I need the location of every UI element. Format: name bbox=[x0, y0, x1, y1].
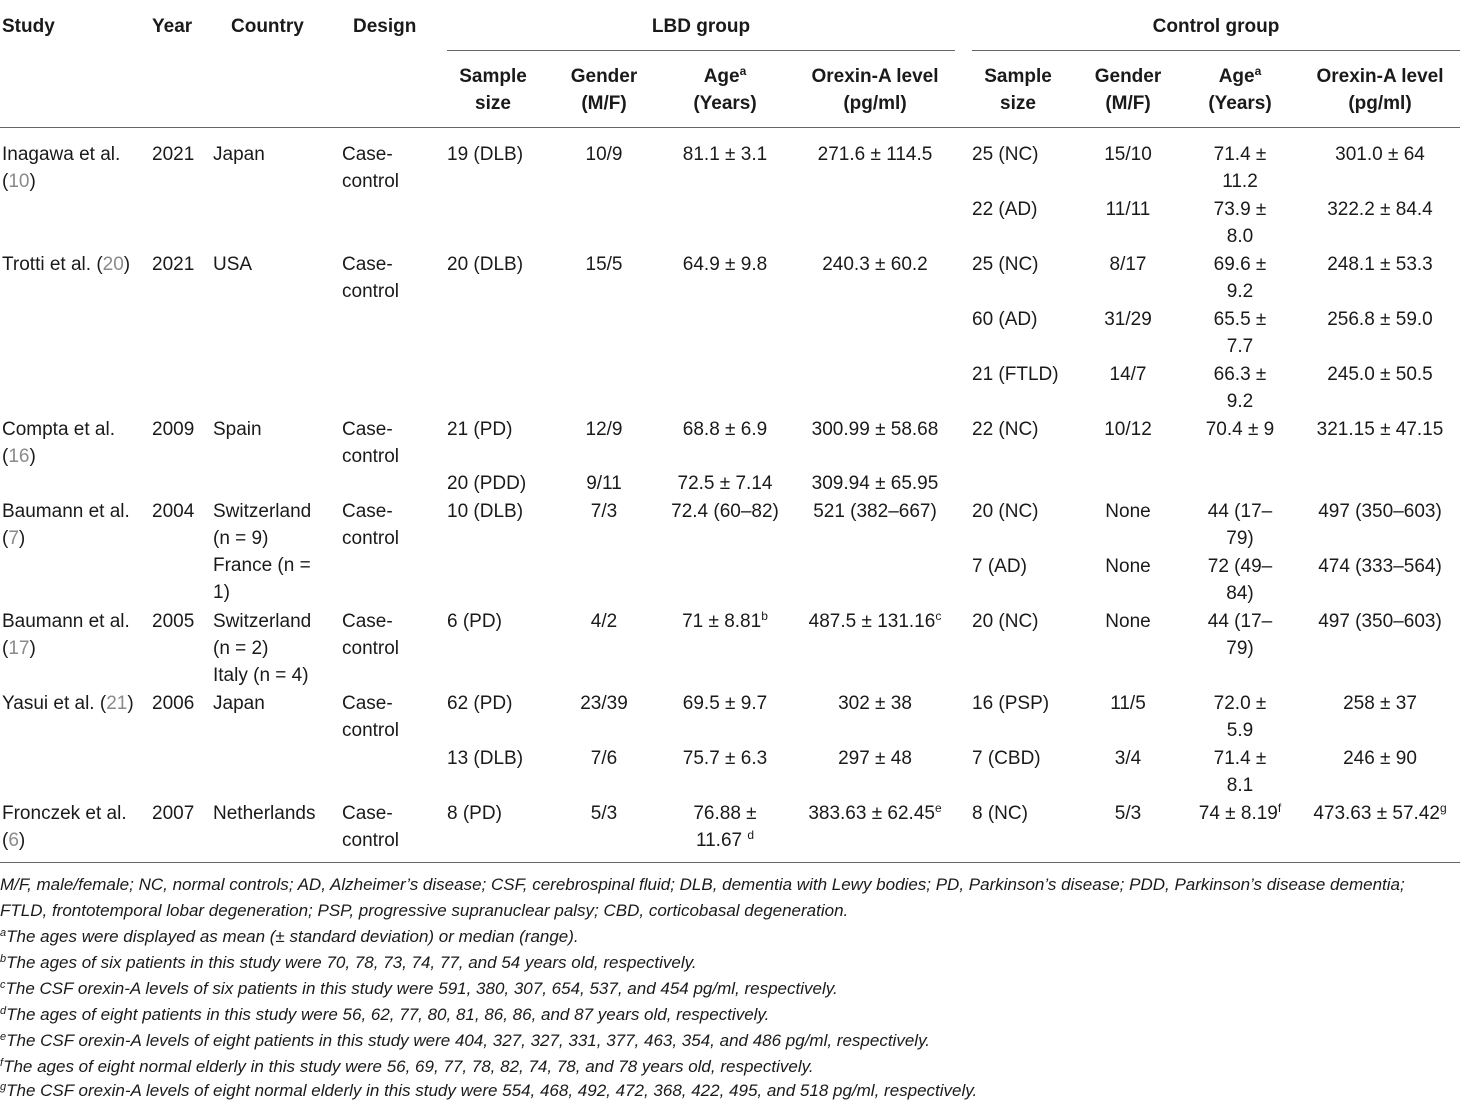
ctrl-orexin-cell: 473.63 ± 57.42$^g$ bbox=[1313, 801, 1447, 824]
ctrl-age-cell: 70.4 ± 9 bbox=[1205, 419, 1275, 440]
ctrl-orexin-cell: 245.0 ± 50.5 bbox=[1327, 364, 1433, 385]
study-cell: Baumann et al. (17) bbox=[2, 611, 130, 659]
lbd-gender-cell: 15/5 bbox=[585, 254, 623, 275]
ctrl-gender-cell: 11/5 bbox=[1110, 693, 1146, 714]
design-cell: Case- control bbox=[342, 803, 400, 851]
ctrl-gender-cell: None bbox=[1105, 556, 1151, 577]
year-cell: 2006 bbox=[152, 693, 195, 714]
lbd-age-cell: 72.4 (60–82) bbox=[671, 501, 779, 522]
ctrl-orexin-cell: 497 (350–603) bbox=[1318, 501, 1442, 522]
footnote-c: $^c$The CSF orexin-A levels of six patients in this study were 591, 380, 307, 654, 537, and 454 pg/ml, respectively. bbox=[0, 979, 838, 998]
lbd-age-cell: 76.88 ± 11.67 $^d$ bbox=[693, 803, 757, 851]
footnote-e: $^e$The CSF orexin-A levels of eight patients in this study were 404, 327, 327, 331, 377, 463, 354, and 486 pg/ml, respectively. bbox=[0, 1031, 931, 1050]
ctrl-age-cell: 72 (49– 84) bbox=[1207, 556, 1273, 604]
table-bottom-rule bbox=[0, 862, 1460, 863]
ctrl-subheader-gender: Gender (M/F) bbox=[1094, 66, 1162, 114]
lbd-gender-cell: 9/11 bbox=[586, 473, 622, 494]
ctrl-orexin-cell: 248.1 ± 53.3 bbox=[1327, 254, 1433, 275]
year-cell: 2009 bbox=[152, 419, 195, 440]
country-cell: USA bbox=[213, 254, 253, 275]
ctrl-gender-cell: 14/7 bbox=[1109, 364, 1147, 385]
ctrl-gender-cell: None bbox=[1105, 501, 1151, 522]
lbd-age-cell: 72.5 ± 7.14 bbox=[677, 473, 773, 494]
ctrl-age-cell: 69.6 ± 9.2 bbox=[1213, 254, 1267, 302]
ctrl-subheader-orexin: Orexin-A level (pg/ml) bbox=[1316, 66, 1444, 114]
year-cell: 2004 bbox=[152, 501, 195, 522]
lbd-gender-cell: 12/9 bbox=[585, 419, 623, 440]
lbd-gender-cell: 10/9 bbox=[585, 144, 623, 165]
lbd-orexin-cell: 487.5 ± 131.16$^c$ bbox=[808, 609, 942, 632]
control-group-rule bbox=[972, 50, 1460, 51]
footnote-g: $^g$The CSF orexin-A levels of eight normal elderly in this study were 554, 468, 492, 472, 368, 422, 495, and 518 pg/ml, respectively. bbox=[0, 1081, 978, 1100]
lbd-orexin-cell: 271.6 ± 114.5 bbox=[817, 144, 933, 165]
ctrl-size-cell: 8 (NC) bbox=[972, 803, 1028, 824]
lbd-size-cell: 6 (PD) bbox=[447, 611, 502, 632]
lbd-age-cell: 81.1 ± 3.1 bbox=[682, 144, 768, 165]
design-cell: Case- control bbox=[342, 611, 400, 659]
lbd-orexin-cell: 521 (382–667) bbox=[813, 501, 937, 522]
ctrl-age-cell: 74 ± 8.19$^f$ bbox=[1198, 801, 1282, 824]
study-cell: Compta et al. (16) bbox=[2, 419, 115, 467]
study-cell: Trotti et al. (20) bbox=[2, 254, 131, 275]
lbd-age-cell: 75.7 ± 6.3 bbox=[682, 748, 768, 769]
ctrl-subheader-size: Sample size bbox=[984, 66, 1052, 114]
lbd-age-cell: 69.5 ± 9.7 bbox=[682, 693, 768, 714]
ctrl-size-cell: 7 (CBD) bbox=[972, 748, 1041, 769]
lbd-gender-cell: 4/2 bbox=[590, 611, 618, 632]
lbd-size-cell: 10 (DLB) bbox=[447, 501, 524, 522]
ctrl-size-cell: 22 (AD) bbox=[972, 199, 1038, 220]
header-year: Year bbox=[152, 16, 193, 37]
lbd-orexin-cell: 302 ± 38 bbox=[838, 693, 912, 714]
lbd-size-cell: 19 (DLB) bbox=[447, 144, 524, 165]
lbd-subheader-gender: Gender (M/F) bbox=[570, 66, 638, 114]
year-cell: 2005 bbox=[152, 611, 195, 632]
ctrl-orexin-cell: 301.0 ± 64 bbox=[1335, 144, 1425, 165]
lbd-size-cell: 62 (PD) bbox=[447, 693, 513, 714]
ctrl-age-cell: 66.3 ± 9.2 bbox=[1213, 364, 1267, 412]
lbd-subheader-age: Age$^a$ (Years) bbox=[693, 64, 757, 114]
ctrl-orexin-cell: 258 ± 37 bbox=[1343, 693, 1417, 714]
ctrl-age-cell: 72.0 ± 5.9 bbox=[1213, 693, 1267, 741]
header-country: Country bbox=[231, 16, 304, 37]
ctrl-size-cell: 20 (NC) bbox=[972, 501, 1039, 522]
ctrl-gender-cell: None bbox=[1105, 611, 1151, 632]
lbd-size-cell: 20 (DLB) bbox=[447, 254, 524, 275]
lbd-orexin-cell: 383.63 ± 62.45$^e$ bbox=[808, 801, 942, 824]
ctrl-size-cell: 20 (NC) bbox=[972, 611, 1039, 632]
lbd-size-cell: 13 (DLB) bbox=[447, 748, 524, 769]
country-cell: Switzerland (n = 2) Italy (n = 4) bbox=[213, 611, 312, 686]
ctrl-age-cell: 44 (17– 79) bbox=[1207, 611, 1273, 659]
ctrl-size-cell: 16 (PSP) bbox=[972, 693, 1050, 714]
design-cell: Case- control bbox=[342, 501, 400, 549]
footnote-d: $^d$The ages of eight patients in this study were 56, 62, 77, 80, 81, 86, 86, and 87 years old, respectively. bbox=[0, 1005, 770, 1024]
header-control-group: Control group bbox=[1152, 16, 1280, 37]
lbd-subheader-size: Sample size bbox=[459, 66, 527, 114]
country-cell: Japan bbox=[213, 693, 265, 714]
lbd-age-cell: 71 ± 8.81$^b$ bbox=[682, 609, 768, 632]
footnote-a: $^a$The ages were displayed as mean (± standard deviation) or median (range). bbox=[0, 927, 579, 946]
ctrl-age-cell: 71.4 ± 8.1 bbox=[1213, 748, 1267, 796]
header-study: Study bbox=[2, 16, 55, 37]
footnote-abbreviations: M/F, male/female; NC, normal controls; AD, Alzheimer’s disease; CSF, cerebrospinal fluid; DLB, dementia with Lewy bodies; PD, Parkinson’s disease; PDD, Parkinson’s disease dementia; bbox=[0, 875, 1405, 894]
lbd-group-rule bbox=[447, 50, 955, 51]
study-cell: Inagawa et al. (10) bbox=[2, 144, 121, 192]
footnote-abbreviations-cont: FTLD, frontotemporal lobar degeneration; PSP, progressive supranuclear palsy; CBD, corticobasal degeneration. bbox=[0, 901, 849, 920]
ctrl-gender-cell: 11/11 bbox=[1105, 199, 1151, 220]
ctrl-size-cell: 25 (NC) bbox=[972, 254, 1039, 275]
lbd-orexin-cell: 240.3 ± 60.2 bbox=[822, 254, 928, 275]
ctrl-gender-cell: 5/3 bbox=[1114, 803, 1142, 824]
ctrl-subheader-age: Age$^a$ (Years) bbox=[1208, 64, 1272, 114]
design-cell: Case- control bbox=[342, 693, 400, 741]
country-cell: Japan bbox=[213, 144, 265, 165]
study-cell: Baumann et al. (7) bbox=[2, 501, 130, 549]
ctrl-gender-cell: 15/10 bbox=[1104, 144, 1152, 165]
ctrl-age-cell: 44 (17– 79) bbox=[1207, 501, 1273, 549]
lbd-subheader-orexin: Orexin-A level (pg/ml) bbox=[811, 66, 939, 114]
study-cell: Yasui et al. (21) bbox=[2, 693, 134, 714]
lbd-age-cell: 64.9 ± 9.8 bbox=[682, 254, 768, 275]
ctrl-orexin-cell: 322.2 ± 84.4 bbox=[1327, 199, 1433, 220]
ctrl-gender-cell: 31/29 bbox=[1104, 309, 1152, 330]
lbd-gender-cell: 7/3 bbox=[590, 501, 618, 522]
lbd-gender-cell: 7/6 bbox=[590, 748, 618, 769]
ctrl-size-cell: 25 (NC) bbox=[972, 144, 1039, 165]
ctrl-orexin-cell: 256.8 ± 59.0 bbox=[1327, 309, 1433, 330]
ctrl-gender-cell: 8/17 bbox=[1109, 254, 1147, 275]
design-cell: Case- control bbox=[342, 419, 400, 467]
ctrl-orexin-cell: 246 ± 90 bbox=[1343, 748, 1417, 769]
lbd-orexin-cell: 309.94 ± 65.95 bbox=[811, 473, 939, 494]
year-cell: 2007 bbox=[152, 803, 195, 824]
header-bottom-rule bbox=[0, 127, 1460, 128]
ctrl-gender-cell: 10/12 bbox=[1104, 419, 1152, 440]
ctrl-size-cell: 22 (NC) bbox=[972, 419, 1039, 440]
design-cell: Case- control bbox=[342, 254, 400, 302]
country-cell: Switzerland (n = 9) France (n = 1) bbox=[213, 501, 312, 603]
year-cell: 2021 bbox=[152, 254, 195, 275]
ctrl-orexin-cell: 497 (350–603) bbox=[1318, 611, 1442, 632]
footnote-b: $^b$The ages of six patients in this study were 70, 78, 73, 74, 77, and 54 years old, respectively. bbox=[0, 953, 697, 972]
ctrl-age-cell: 71.4 ± 11.2 bbox=[1213, 144, 1267, 192]
lbd-age-cell: 68.8 ± 6.9 bbox=[682, 419, 768, 440]
ctrl-orexin-cell: 474 (333–564) bbox=[1318, 556, 1442, 577]
country-cell: Spain bbox=[213, 419, 262, 440]
footnote-f: $^f$The ages of eight normal elderly in this study were 56, 69, 77, 78, 82, 74, 78, and 78 years old, respectively. bbox=[0, 1057, 814, 1076]
lbd-size-cell: 8 (PD) bbox=[447, 803, 502, 824]
lbd-size-cell: 20 (PDD) bbox=[447, 473, 527, 494]
year-cell: 2021 bbox=[152, 144, 195, 165]
ctrl-orexin-cell: 321.15 ± 47.15 bbox=[1316, 419, 1444, 440]
ctrl-age-cell: 65.5 ± 7.7 bbox=[1213, 309, 1267, 357]
ctrl-age-cell: 73.9 ± 8.0 bbox=[1213, 199, 1267, 247]
ctrl-size-cell: 60 (AD) bbox=[972, 309, 1038, 330]
ctrl-size-cell: 7 (AD) bbox=[972, 556, 1027, 577]
lbd-gender-cell: 23/39 bbox=[580, 693, 628, 714]
country-cell: Netherlands bbox=[213, 803, 316, 824]
study-cell: Fronczek et al. (6) bbox=[2, 803, 127, 851]
design-cell: Case- control bbox=[342, 144, 400, 192]
ctrl-gender-cell: 3/4 bbox=[1114, 748, 1142, 769]
header-design: Design bbox=[353, 16, 417, 37]
lbd-size-cell: 21 (PD) bbox=[447, 419, 513, 440]
lbd-orexin-cell: 297 ± 48 bbox=[838, 748, 912, 769]
ctrl-size-cell: 21 (FTLD) bbox=[972, 364, 1059, 385]
header-lbd-group: LBD group bbox=[651, 16, 751, 37]
lbd-orexin-cell: 300.99 ± 58.68 bbox=[811, 419, 939, 440]
lbd-gender-cell: 5/3 bbox=[590, 803, 618, 824]
